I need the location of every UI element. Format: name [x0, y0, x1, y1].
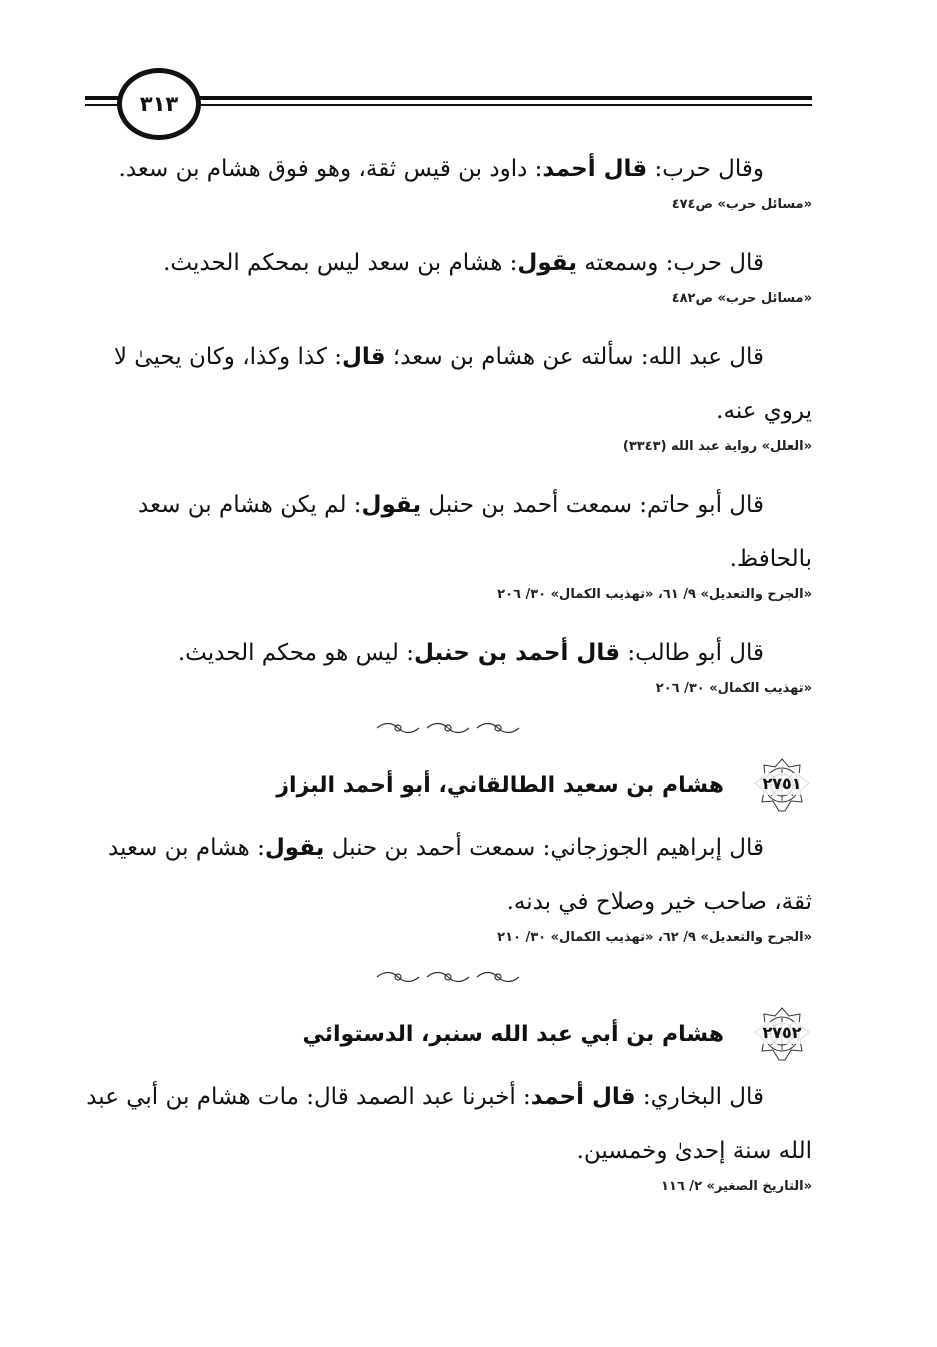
entry-heading: [85, 757, 812, 813]
source-citation: «تهذيب الكمال» ٣٠/ ٢٠٦: [655, 681, 812, 696]
page-number: ٣١٣: [117, 68, 201, 140]
entry-number: ٢٧٥٢: [752, 1022, 812, 1044]
paragraph: قال أبو حاتم: سمعت أحمد بن حنبل يقول: لم يكن هشام بن سعد بالحافظ.: [138, 492, 812, 572]
paragraph: قال عبد الله: سألته عن هشام بن سعد؛ قال: كذا وكذا، وكان يحيىٰ لا يروي عنه.: [113, 344, 812, 424]
source-citation: «العلل» رواية عبد الله (٣٣٤٣): [622, 439, 812, 454]
source-citation: «التاريخ الصغير» ٢/ ١١٦: [660, 1179, 812, 1194]
source-citation: «الجرح والتعديل» ٩/ ٦١، «تهذيب الكمال» ٣٠/ ٢٠٦: [497, 587, 812, 602]
ornament-divider: [85, 720, 812, 739]
entry-number: ٢٧٥١: [752, 773, 812, 795]
paragraph: قال البخاري: قال أحمد: أخبرنا عبد الصمد قال: مات هشام بن أبي عبد الله سنة إحدىٰ وخمسين.: [86, 1084, 812, 1164]
entry-number-badge: [752, 757, 812, 813]
paragraph: قال أبو طالب: قال أحمد بن حنبل: ليس هو محكم الحديث.: [177, 640, 764, 666]
source-citation: «الجرح والتعديل» ٩/ ٦٢، «تهذيب الكمال» ٣٠/ ٢١٠: [497, 930, 812, 945]
paragraph: قال إبراهيم الجوزجاني: سمعت أحمد بن حنبل يقول: هشام بن سعيد ثقة، صاحب خير وصلاح في بدنه.: [107, 835, 812, 915]
entry-title: هشام بن سعيد الطالقاني، أبو أحمد البزاز: [276, 772, 724, 798]
entry-title: هشام بن أبي عبد الله سنبر، الدستوائي: [302, 1021, 724, 1047]
paragraph: قال حرب: وسمعته يقول: هشام بن سعد ليس بمحكم الحديث.: [163, 250, 764, 276]
page-header: [85, 68, 812, 138]
ornament-divider: [85, 969, 812, 988]
paragraph: وقال حرب: قال أحمد: داود بن قيس ثقة، وهو فوق هشام بن سعد.: [118, 156, 764, 182]
page-body: [85, 142, 812, 1218]
source-citation: «مسائل حرب» ص٤٨٢: [671, 291, 812, 306]
source-citation: «مسائل حرب» ص٤٧٤: [671, 197, 812, 212]
entry-heading: [85, 1006, 812, 1062]
entry-number-badge: [752, 1006, 812, 1062]
